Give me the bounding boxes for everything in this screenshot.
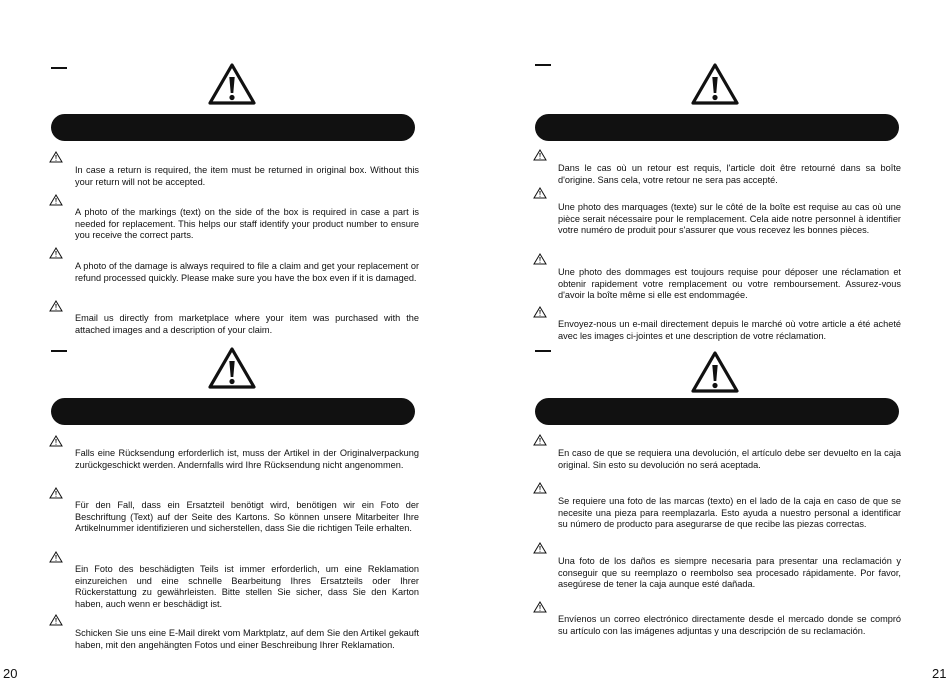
warning-triangle-icon <box>533 434 547 446</box>
english-item-4: Email us directly from marketplace where your item was purchased with the attached images and a description of your claim. <box>75 313 419 335</box>
warning-triangle-icon <box>533 542 547 554</box>
header-bar <box>535 114 899 141</box>
warning-triangle-icon <box>49 487 63 499</box>
french-item-2: Une photo des marquages (texte) sur le côté de la boîte est requise au cas où une pièce serait nécessaire pour le remplacement. Cela aide notre personnel à identifier votre numéro de produit pour s'assurer que vous recevez les bonnes pièces. <box>558 202 901 236</box>
french-item-3: Une photo des dommages est toujours requise pour déposer une réclamation et obtenir rapidement votre remplacement ou votre remboursement. Assurez-vous d'avoir la boîte même si elle est endommagée. <box>558 267 901 301</box>
german-item-2: Für den Fall, dass ein Ersatzteil benötigt wird, benötigen wir ein Foto der Beschriftung (Text) auf der Seite des Kartons. So können unsere Mitarbeiter Ihre Artikelnummer identifizieren und sicherstellen, dass Sie die richtigen Teile erhalten. <box>75 500 419 534</box>
warning-triangle-icon <box>49 194 63 206</box>
warning-triangle-icon <box>690 350 740 394</box>
warning-triangle-icon <box>533 253 547 265</box>
section-marker <box>51 67 67 69</box>
warning-triangle-icon <box>49 551 63 563</box>
warning-triangle-icon <box>533 601 547 613</box>
warning-triangle-icon <box>533 149 547 161</box>
warning-triangle-icon <box>49 247 63 259</box>
english-item-3: A photo of the damage is always required to file a claim and get your replacement or refund processed quickly. Please make sure you have the box even if it is damaged. <box>75 261 419 283</box>
header-bar <box>535 398 899 425</box>
section-marker <box>535 350 551 352</box>
warning-triangle-icon <box>49 435 63 447</box>
english-item-1: In case a return is required, the item must be returned in original box. Without this your return will not be accepted. <box>75 165 419 187</box>
warning-triangle-icon <box>533 482 547 494</box>
warning-triangle-icon <box>533 306 547 318</box>
section-marker <box>535 64 551 66</box>
page-number-right: 21 <box>932 666 947 681</box>
warning-triangle-icon <box>690 62 740 106</box>
spanish-item-2: Se requiere una foto de las marcas (texto) en el lado de la caja en caso de que se necesite una pieza para reemplazarla. Esto ayuda a nuestro personal a identificar su número de producto para asegurarse de que recibe las piezas correctas. <box>558 496 901 530</box>
warning-triangle-icon <box>207 62 257 106</box>
warning-triangle-icon <box>207 346 257 390</box>
warning-triangle-icon <box>49 151 63 163</box>
spanish-item-1: En caso de que se requiera una devolución, el artículo debe ser devuelto en la caja original. Sin esto su devolución no será aceptada. <box>558 448 901 470</box>
spanish-item-4: Envíenos un correo electrónico directamente desde el mercado donde se compró su artículo con las imágenes adjuntas y una descripción de su reclamación. <box>558 614 901 636</box>
spanish-item-3: Una foto de los daños es siempre necesaria para presentar una reclamación y conseguir que su reemplazo o reembolso sea procesado rápidamente. Por favor, asegúrese de tener la caja aunque esté dañada. <box>558 556 901 590</box>
german-item-4: Schicken Sie uns eine E-Mail direkt vom Marktplatz, auf dem Sie den Artikel gekauft haben, mit den angehängten Fotos und einer Beschreibung Ihrer Reklamation. <box>75 628 419 650</box>
french-item-4: Envoyez-nous un e-mail directement depuis le marché où votre article a été acheté avec les images ci-jointes et une description de votre réclamation. <box>558 319 901 341</box>
warning-triangle-icon <box>49 614 63 626</box>
english-item-2: A photo of the markings (text) on the side of the box is required in case a part is needed for replacement. This helps our staff identify your product number to ensure you receive the correct parts. <box>75 207 419 241</box>
section-marker <box>51 350 67 352</box>
warning-triangle-icon <box>533 187 547 199</box>
warning-triangle-icon <box>49 300 63 312</box>
german-item-1: Falls eine Rücksendung erforderlich ist, muss der Artikel in der Originalverpackung zurückgeschickt werden. Andernfalls wird Ihre Rücksendung nicht angenommen. <box>75 448 419 470</box>
header-bar <box>51 398 415 425</box>
page-number-left: 20 <box>3 666 18 681</box>
german-item-3: Ein Foto des beschädigten Teils ist immer erforderlich, um eine Reklamation einzureichen und eine schnelle Bearbeitung Ihres Ersatzteils oder Ihrer Rückerstattung zu gewährleisten. Bitte stellen Sie sicher, dass Sie den Karton haben, auch wenn er beschädigt ist. <box>75 564 419 609</box>
french-item-1: Dans le cas où un retour est requis, l'article doit être retourné dans sa boîte d'origine. Sans cela, votre retour ne sera pas accepté. <box>558 163 901 185</box>
header-bar <box>51 114 415 141</box>
